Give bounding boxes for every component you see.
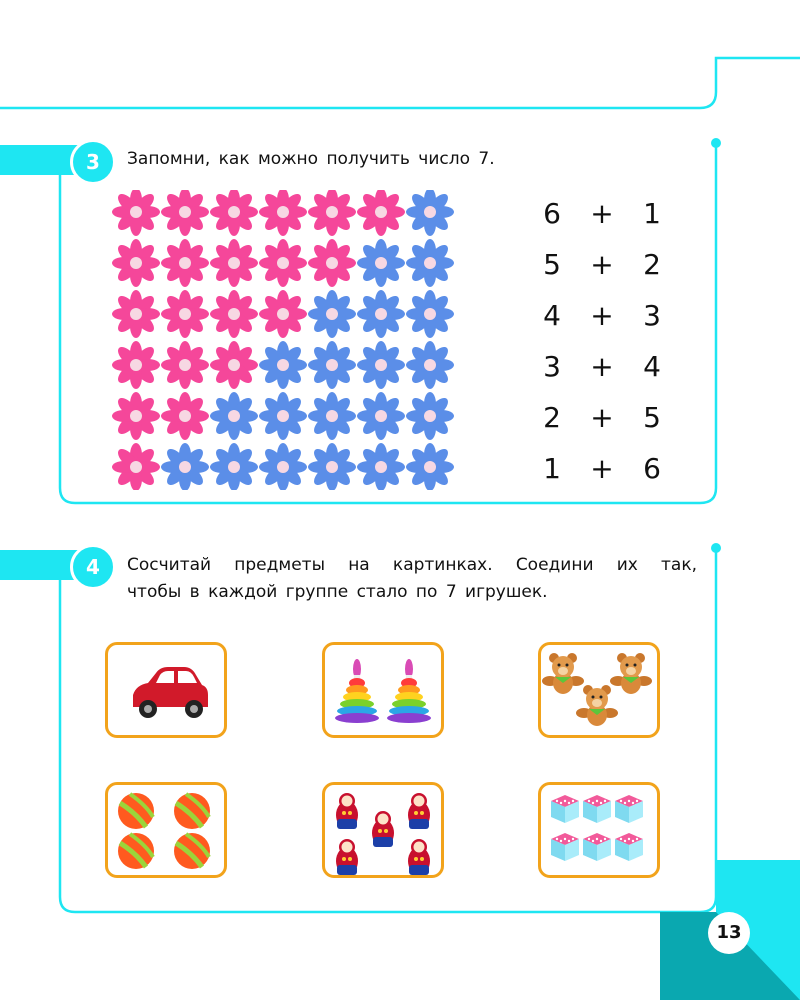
block (583, 833, 611, 861)
blue-flower-icon (406, 190, 454, 236)
ball (118, 793, 154, 829)
teddy-bear (576, 685, 618, 726)
blue-flower-icon (406, 392, 454, 440)
card-blocks[interactable] (538, 782, 660, 878)
page-number: 13 (708, 912, 750, 954)
pink-flower-icon (308, 190, 356, 236)
matryoshka (372, 811, 394, 847)
addend: 3 (643, 298, 661, 332)
blue-flower-icon (406, 290, 454, 338)
pink-flower-icon (259, 290, 307, 338)
blue-flower-icon (357, 443, 405, 490)
blue-flower-icon (259, 341, 307, 389)
pink-flower-icon (259, 239, 307, 287)
addend: 3 (543, 349, 561, 383)
ball (174, 793, 210, 829)
pink-flower-icon (161, 341, 209, 389)
pink-flower-icon (112, 341, 160, 389)
task-4-bar (0, 550, 80, 580)
pink-flower-icon (112, 239, 160, 287)
blue-flower-icon (259, 392, 307, 440)
blue-flower-icon (357, 290, 405, 338)
addend: 5 (543, 247, 561, 281)
plus-sign: + (590, 349, 614, 383)
teddy-bear-icon (541, 645, 657, 735)
task-4-badge: 4 (70, 544, 116, 590)
equation (537, 295, 667, 335)
pink-flower-icon (210, 290, 258, 338)
equation (537, 397, 667, 437)
ball (118, 833, 154, 869)
addend: 2 (643, 247, 661, 281)
card-car[interactable] (105, 642, 227, 738)
pink-flower-icon (112, 190, 160, 236)
addend: 4 (643, 349, 661, 383)
blue-flower-icon (161, 443, 209, 490)
pink-flower-icon (161, 392, 209, 440)
card-balls[interactable] (105, 782, 227, 878)
equation (537, 193, 667, 233)
block (551, 833, 579, 861)
matryoshka-icon (325, 785, 441, 875)
block (615, 795, 643, 823)
car-icon (108, 645, 224, 735)
plus-sign: + (590, 247, 614, 281)
blue-flower-icon (308, 443, 356, 490)
task-3-instruction: Запомни, как можно получить число 7. (127, 149, 495, 169)
blue-flower-icon (259, 443, 307, 490)
task-3-badge: 3 (70, 139, 116, 185)
teddy-bear (542, 653, 584, 694)
block-icon (541, 785, 657, 875)
blue-flower-icon (357, 392, 405, 440)
card-matryoshkas[interactable] (322, 782, 444, 878)
task-4-instruction-line-1: Сосчитай предметы на картинках. Соедини их так, (127, 555, 697, 575)
pink-flower-icon (112, 392, 160, 440)
plus-sign: + (590, 196, 614, 230)
matryoshka (408, 839, 430, 875)
pink-flower-icon (259, 190, 307, 236)
ball (174, 833, 210, 869)
addend: 1 (543, 451, 561, 485)
blue-flower-icon (406, 341, 454, 389)
teddy-bear (610, 653, 652, 694)
pink-flower-icon (210, 341, 258, 389)
matryoshka (336, 839, 358, 875)
blue-flower-icon (210, 392, 258, 440)
blue-flower-icon (406, 239, 454, 287)
equation (537, 244, 667, 284)
block (551, 795, 579, 823)
equation (537, 346, 667, 386)
card-teddy-bears[interactable] (538, 642, 660, 738)
blue-flower-icon (210, 443, 258, 490)
matryoshka (336, 793, 358, 829)
block (615, 833, 643, 861)
equation (537, 448, 667, 488)
pink-flower-icon (161, 239, 209, 287)
card-pyramids[interactable] (322, 642, 444, 738)
pink-flower-icon (112, 290, 160, 338)
blue-flower-icon (357, 341, 405, 389)
addend: 1 (643, 196, 661, 230)
pink-flower-icon (112, 443, 160, 490)
addend: 4 (543, 298, 561, 332)
blue-flower-icon (308, 341, 356, 389)
addend: 6 (543, 196, 561, 230)
addend: 2 (543, 400, 561, 434)
pyramid-icon (325, 645, 441, 735)
flower-grid (110, 190, 470, 490)
pink-flower-icon (357, 190, 405, 236)
ball-icon (108, 785, 224, 875)
plus-sign: + (590, 400, 614, 434)
pink-flower-icon (308, 239, 356, 287)
blue-flower-icon (308, 392, 356, 440)
block (583, 795, 611, 823)
pink-flower-icon (161, 190, 209, 236)
blue-flower-icon (308, 290, 356, 338)
pink-flower-icon (210, 190, 258, 236)
addend: 6 (643, 451, 661, 485)
matryoshka (408, 793, 430, 829)
task-3-bar (0, 145, 80, 175)
task-4-instruction-line-2: чтобы в каждой группе стало по 7 игрушек. (127, 582, 548, 602)
pink-flower-icon (210, 239, 258, 287)
pink-flower-icon (161, 290, 209, 338)
addend: 5 (643, 400, 661, 434)
blue-flower-icon (357, 239, 405, 287)
plus-sign: + (590, 451, 614, 485)
plus-sign: + (590, 298, 614, 332)
blue-flower-icon (406, 443, 454, 490)
